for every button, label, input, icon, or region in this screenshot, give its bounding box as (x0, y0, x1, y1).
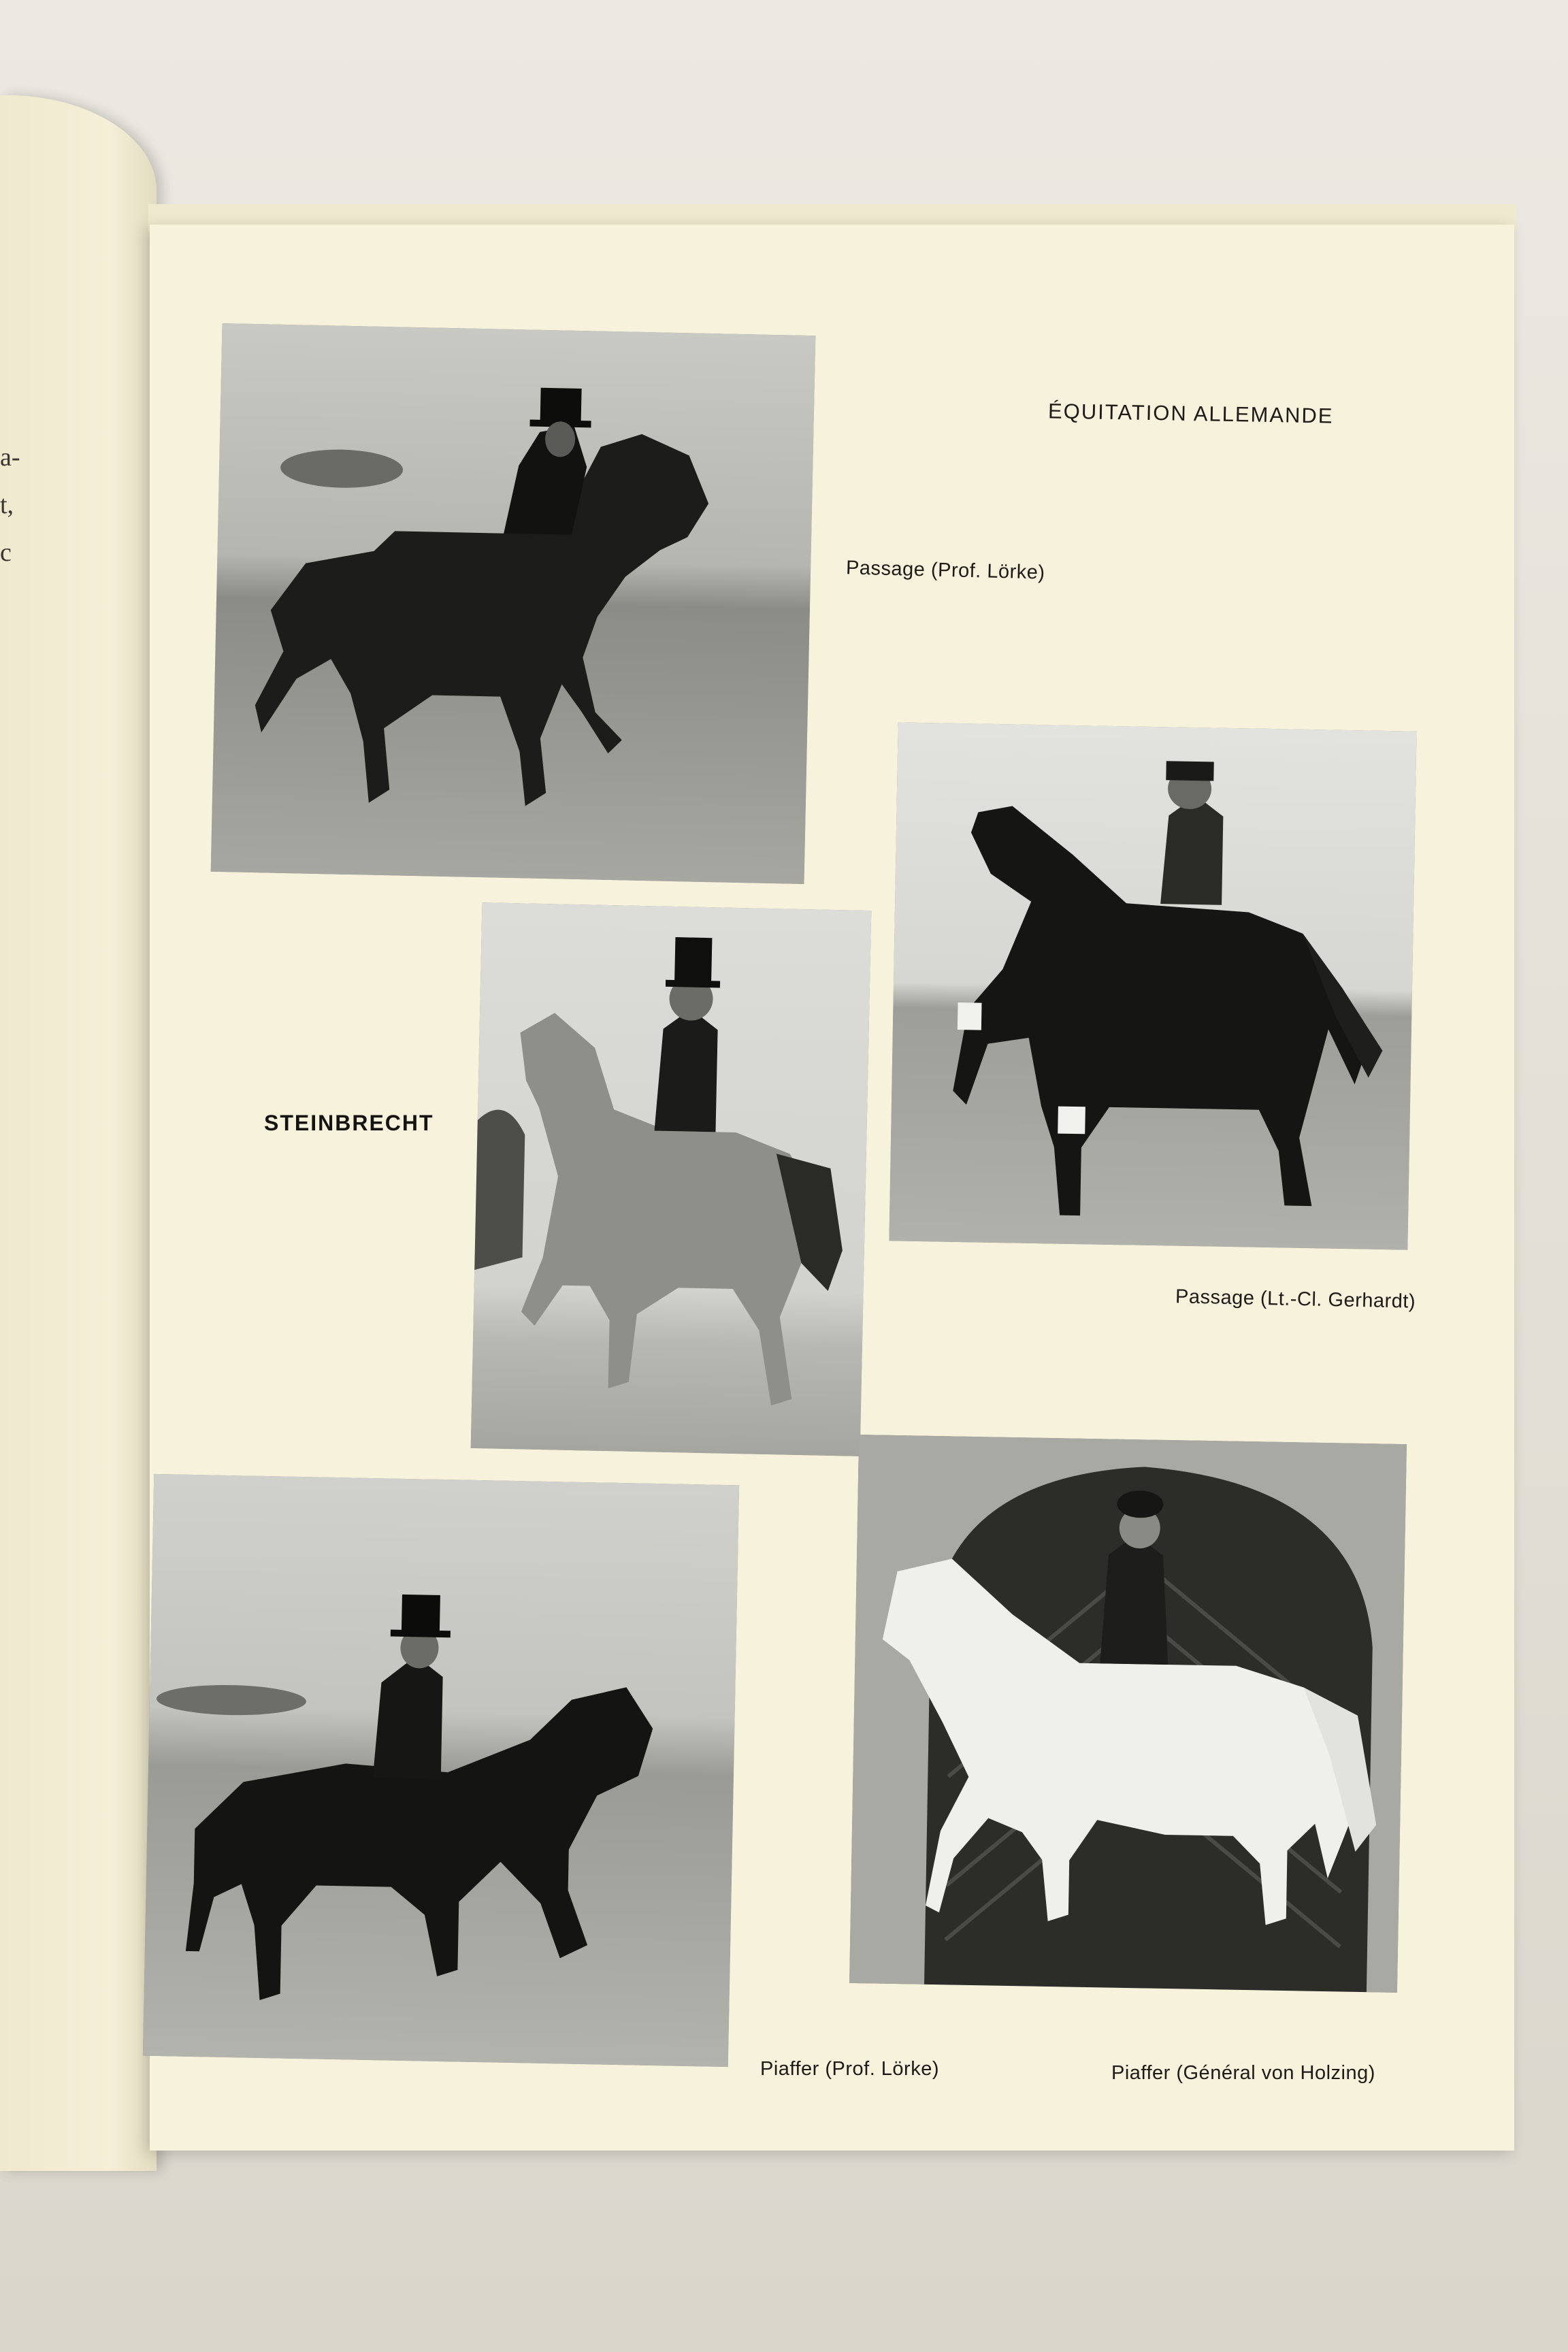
left-page-fragment: t, (0, 491, 14, 519)
photo-piaffer-holzing (849, 1435, 1407, 1993)
side-heading: STEINBRECHT (264, 1111, 434, 1135)
left-page-fragment: a- (0, 443, 20, 472)
photo-steinbrecht (471, 902, 872, 1456)
caption-piaffer-lorke: Piaffer (Prof. Lörke) (760, 2058, 940, 2080)
caption-passage-gerhardt: Passage (Lt.-Cl. Gerhardt) (1175, 1286, 1416, 1313)
caption-piaffer-holzing: Piaffer (Général von Holzing) (1111, 2062, 1375, 2084)
left-page-fragment: c (0, 538, 12, 567)
left-page (0, 95, 157, 2171)
running-head: ÉQUITATION ALLEMANDE (1047, 399, 1334, 428)
photo-passage-gerhardt (889, 722, 1416, 1250)
photo-passage-lorke (211, 323, 816, 884)
photo-piaffer-lorke (143, 1474, 739, 2067)
caption-passage-lorke: Passage (Prof. Lörke) (845, 557, 1045, 584)
